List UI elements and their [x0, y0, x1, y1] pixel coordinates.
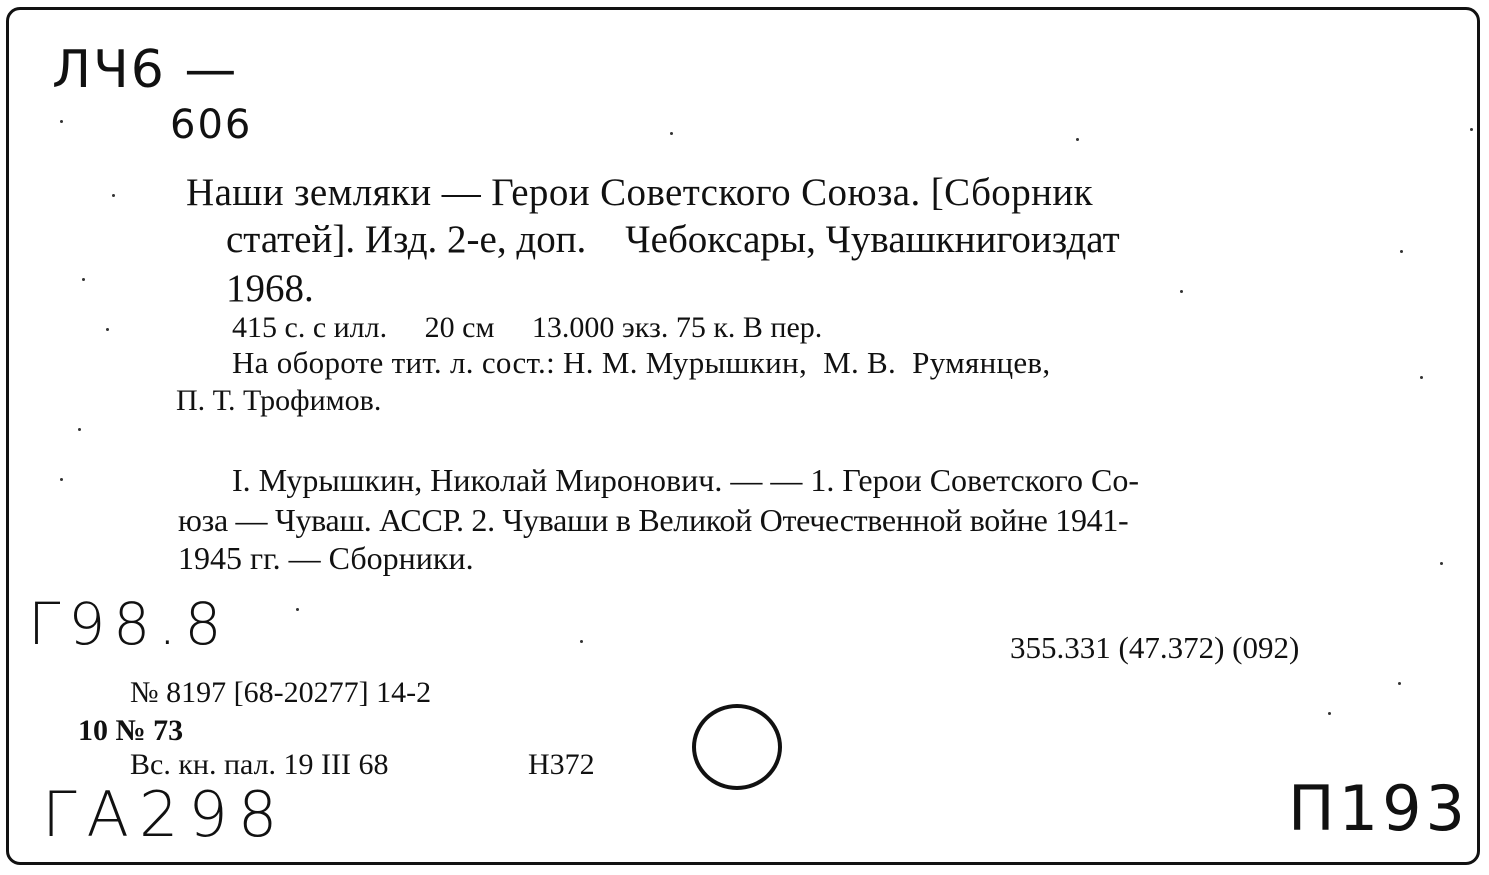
scan-speck — [670, 132, 673, 135]
scan-speck — [580, 640, 583, 643]
entry-compilers-note: На обороте тит. л. сост.: Н. М. Мурышкин, М. В. Румянцев, — [232, 345, 1051, 380]
entry-title-line-1: Наши земляки — Герои Советского Союза. [Сборник — [186, 171, 1094, 214]
entry-year: 1968. — [226, 267, 314, 310]
scan-speck — [1398, 682, 1401, 685]
entry-physical-description: 415 с. с илл. 20 см 13.000 экз. 75 к. В пер. — [232, 311, 823, 344]
registry-code: Н372 — [528, 748, 595, 781]
scan-speck — [60, 478, 63, 481]
circle-mark — [692, 704, 782, 790]
handwritten-code-sub: 606 — [170, 102, 253, 148]
scan-speck — [82, 278, 85, 281]
scan-speck — [1440, 562, 1443, 565]
scan-speck — [1328, 712, 1331, 715]
scan-speck — [78, 428, 81, 431]
handwritten-code-top: ЛЧ6 — — [52, 40, 239, 100]
registry-card-number: 10 № 73 — [78, 714, 184, 747]
scan-speck — [112, 194, 115, 197]
scan-speck — [1076, 138, 1079, 141]
handwritten-call-number: П193 — [1288, 772, 1469, 845]
registry-chamber-date: Вс. кн. пал. 19 III 68 — [130, 748, 389, 781]
subject-line-2: юза — Чуваш. АССР. 2. Чуваши в Великой Отечественной войне 1941- — [178, 502, 1129, 538]
scan-speck — [296, 608, 299, 611]
handwritten-inventory-mark: ГА298 — [42, 778, 288, 851]
scan-speck — [1180, 290, 1183, 293]
scan-speck — [60, 120, 63, 123]
registry-number: № 8197 [68-20277] 14-2 — [130, 676, 432, 709]
scan-speck — [106, 328, 109, 331]
entry-title-line-2: статей]. Изд. 2-е, доп. Чебоксары, Чувашкнигоиздат — [226, 218, 1120, 261]
scan-speck — [1420, 376, 1423, 379]
scan-speck — [1470, 128, 1473, 131]
subject-line-1: I. Мурышкин, Николай Миронович. — — 1. Герои Советского Со- — [232, 462, 1139, 498]
entry-compilers-cont: П. Т. Трофимов. — [176, 384, 382, 417]
scan-speck — [1400, 250, 1403, 253]
subject-line-3: 1945 гг. — Сборники. — [178, 540, 474, 576]
handwritten-shelf-mark: Г98.8 — [28, 590, 230, 658]
udc-classification: 355.331 (47.372) (092) — [1010, 630, 1300, 665]
